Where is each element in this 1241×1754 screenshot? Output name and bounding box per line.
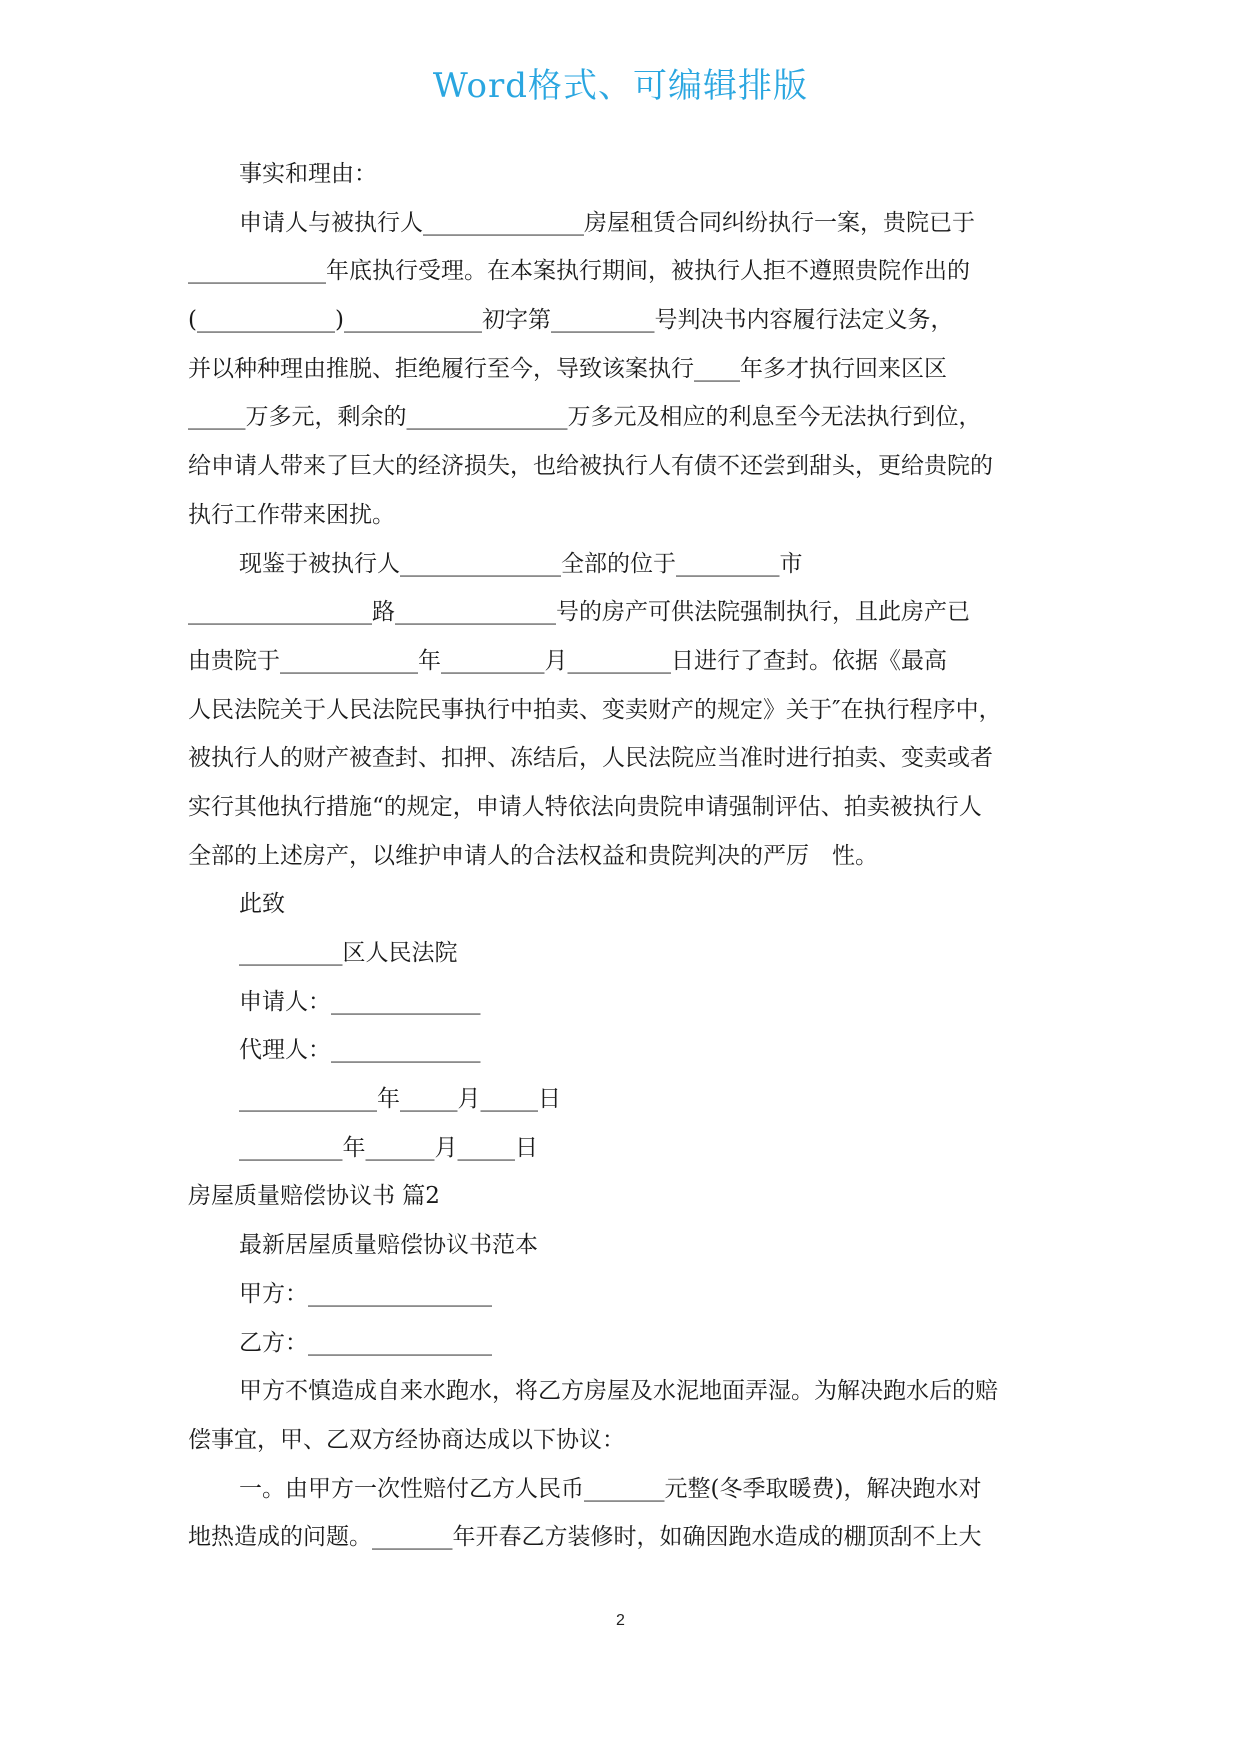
document-line: 一。由甲方一次性赔付乙方人民币_______元整(冬季取暖费)，解决跑水对 [239, 1475, 982, 1502]
document-line: _____万多元，剩余的______________万多元及相应的利息至今无法执行到位， [188, 404, 982, 431]
document-line: 给申请人带来了巨大的经济损失，也给被执行人有债不还尝到甜头，更给贵院的 [188, 453, 993, 480]
document-line: 此致 [239, 891, 285, 918]
document-line: _________年______月_____日 [239, 1134, 538, 1161]
document-line: 现鉴于被执行人______________全部的位于_________市 [239, 550, 803, 577]
document-line: 乙方：________________ [239, 1329, 492, 1356]
document-line: (____________)____________初字第_________号判决书内容履行法定义务， [188, 307, 954, 334]
document-line: ____________年底执行受理。在本案执行期间，被执行人拒不遵照贵院作出的 [188, 258, 970, 285]
document-line: 地热造成的问题。_______年开春乙方装修时，如确因跑水造成的棚顶刮不上大 [188, 1524, 982, 1551]
document-line: 偿事宜，甲、乙双方经协商达成以下协议： [188, 1426, 625, 1453]
document-line: 甲方不慎造成自来水跑水，将乙方房屋及水泥地面弄湿。为解决跑水后的赔 [239, 1378, 998, 1405]
document-line: 房屋质量赔偿协议书 篇2 [188, 1183, 440, 1210]
document-line: _________区人民法院 [239, 940, 458, 966]
document-body [188, 150, 1048, 1562]
document-line: 甲方：________________ [239, 1280, 492, 1307]
document-line: 代理人：_____________ [239, 1037, 481, 1064]
document-line: ________________路______________号的房产可供法院强制执行，且此房产已 [188, 599, 970, 626]
document-line: 并以种种理由推脱、拒绝履行至今，导致该案执行____年多才执行回来区区 [188, 355, 947, 382]
document-line: 申请人：_____________ [239, 988, 481, 1015]
document-line: 由贵院于____________年_________月_________日进行了查封。依据《最高 [188, 647, 947, 674]
document-line: 最新居屋质量赔偿协议书范本 [239, 1232, 538, 1259]
document-line: 申请人与被执行人______________房屋租赁合同纠纷执行一案，贵院已于 [239, 209, 975, 236]
document-line: 实行其他执行措施“的规定，申请人特依法向贵院申请强制评估、拍卖被执行人 [188, 793, 982, 820]
document-line: 执行工作带来困扰。 [188, 501, 395, 528]
document-line: ____________年_____月_____日 [239, 1086, 561, 1113]
document-line: 事实和理由： [239, 161, 377, 187]
document-line: 人民法院关于人民法院民事执行中拍卖、变卖财产的规定》关于″在执行程序中， [188, 696, 1002, 723]
page-number: 2 [616, 1612, 625, 1629]
page-header-title: Word格式、可编辑排版 [432, 66, 809, 106]
document-line: 被执行人的财产被查封、扣押、冻结后，人民法院应当准时进行拍卖、变卖或者 [188, 745, 993, 772]
document-line: 全部的上述房产，以维护申请人的合法权益和贵院判决的严厉 性。 [188, 842, 878, 869]
